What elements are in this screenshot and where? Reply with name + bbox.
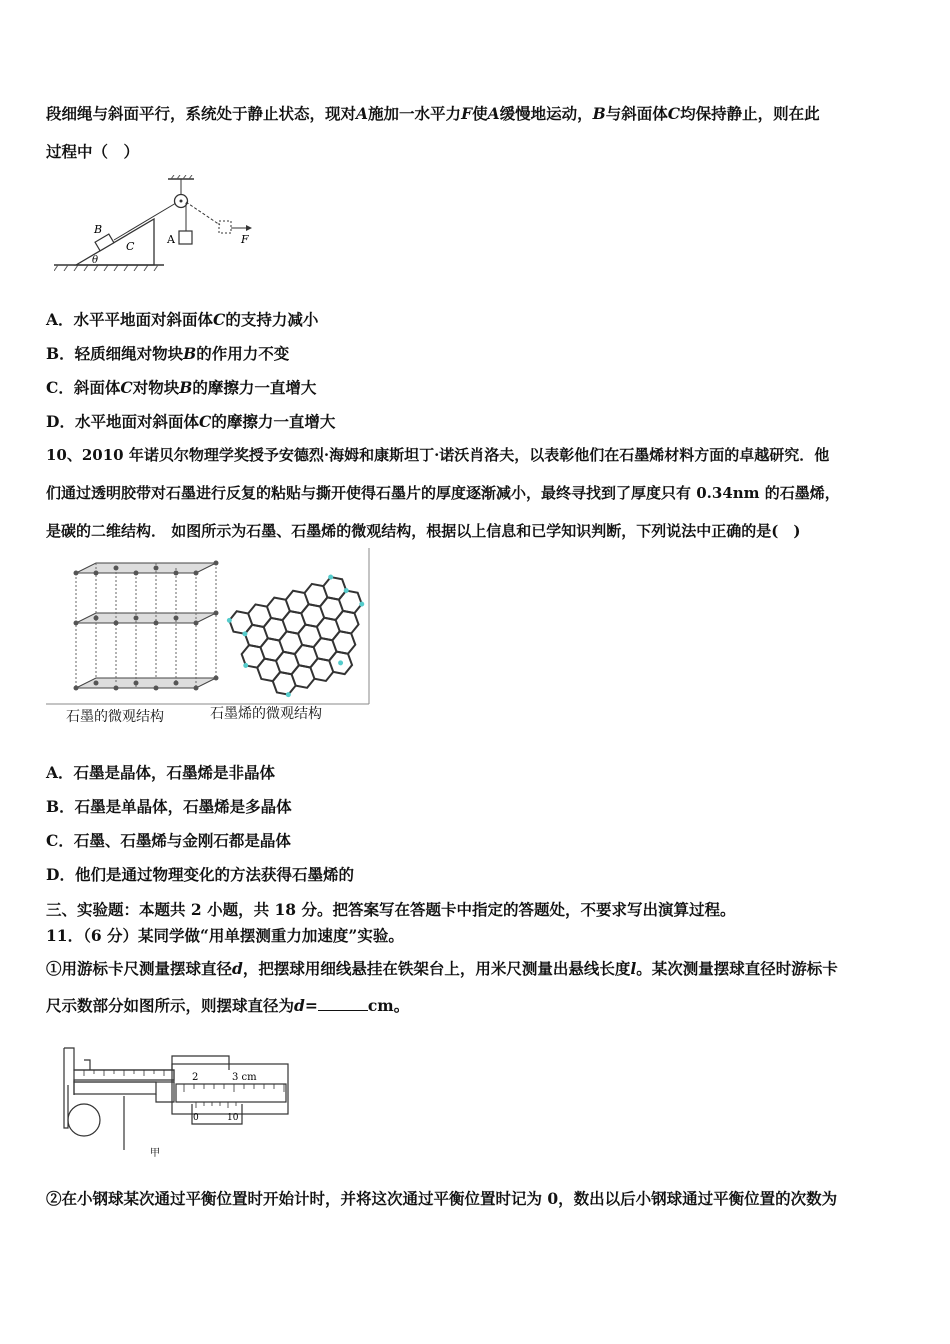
q9-text-seg: 与斜面体 bbox=[605, 104, 668, 123]
option-key: B． bbox=[46, 344, 75, 363]
var-A: A bbox=[356, 104, 369, 123]
option-key: C． bbox=[46, 378, 74, 397]
caliper-label-2: 2 bbox=[192, 1072, 199, 1083]
option-text: 斜面体 bbox=[73, 378, 121, 397]
q9-text-seg: 使 bbox=[472, 104, 488, 123]
q9-option-b[interactable] bbox=[46, 342, 289, 364]
var-C: C bbox=[667, 104, 681, 123]
q9-text-seg: 缓慢地运动， bbox=[499, 104, 593, 123]
section3-title: 三、实验题：本题共 2 小题，共 18 分。把答案写在答题卡中指定的答题处，不要求写出演算过程。 bbox=[46, 900, 736, 919]
q11-p1-line2 bbox=[46, 994, 409, 1016]
q9-incline-figure bbox=[54, 175, 254, 271]
q9-text-seg: 均保持静止，则在此 bbox=[680, 104, 820, 123]
var-B: B bbox=[183, 344, 197, 363]
label-A: A bbox=[167, 233, 175, 246]
q9-text-line2: 过程中（ ） bbox=[46, 142, 140, 161]
option-text: 的摩擦力一直增大 bbox=[211, 412, 336, 431]
option-text: 水平平地面对斜面体 bbox=[73, 310, 214, 329]
caliper-label-10: 10 bbox=[227, 1113, 239, 1123]
q10-option-d[interactable]: D．他们是通过物理变化的方法获得石墨烯的 bbox=[46, 865, 354, 884]
q11-text-seg: 尺示数部分如图所示，则摆球直径为 bbox=[46, 996, 295, 1015]
q11-header: 11．（6 分）某同学做“用单摆测重力加速度”实验。 bbox=[46, 926, 404, 945]
q11-text-seg: ①用游标卡尺测量摆球直径 bbox=[46, 959, 233, 978]
option-text: 水平地面对斜面体 bbox=[74, 412, 199, 431]
q9-text-seg: 施加一水平力 bbox=[368, 104, 462, 123]
q11-text-seg: 。某次测量摆球直径时游标卡 bbox=[636, 959, 838, 978]
q10-option-a[interactable]: A．石墨是晶体，石墨烯是非晶体 bbox=[46, 763, 276, 782]
q11-text-seg: = bbox=[304, 996, 318, 1015]
var-d: d bbox=[294, 996, 305, 1015]
q9-option-a[interactable] bbox=[46, 308, 318, 330]
q9-text-seg: 段细绳与斜面平行，系统处于静止状态，现对 bbox=[46, 104, 357, 123]
var-F: F bbox=[461, 104, 473, 123]
q11-text-seg: ，把摆球用细线悬挂在铁架台上，用米尺测量出悬线长度 bbox=[242, 959, 631, 978]
option-text: 轻质细绳对物块 bbox=[74, 344, 184, 363]
label-C: C bbox=[126, 240, 135, 253]
figure-tag-jia: 甲 bbox=[150, 1148, 160, 1158]
var-B: B bbox=[179, 378, 193, 397]
option-text: 的支持力减小 bbox=[225, 310, 319, 329]
q11-p1-line1 bbox=[46, 957, 838, 979]
var-C: C bbox=[213, 310, 226, 329]
var-l: l bbox=[630, 959, 637, 978]
option-text: 的摩擦力一直增大 bbox=[192, 378, 317, 397]
var-A: A bbox=[487, 104, 500, 123]
q9-option-c[interactable] bbox=[46, 376, 316, 398]
label-B: B bbox=[94, 223, 103, 236]
caption-graphite: 石墨的微观结构 bbox=[66, 709, 164, 725]
label-theta: θ bbox=[92, 255, 99, 266]
var-B: B bbox=[592, 104, 606, 123]
var-d: d bbox=[232, 959, 243, 978]
q10-line3: 是碳的二维结构． 如图所示为石墨、石墨烯的微观结构，根据以上信息和已学知识判断，下列说法中正确的是( ) bbox=[46, 522, 801, 540]
caliper-label-0: 0 bbox=[193, 1113, 199, 1123]
q10-line2: 们通过透明胶带对石墨进行反复的粘贴与撕开使得石墨片的厚度逐渐减小，最终寻找到了厚度只有 0.34nm 的石墨烯， bbox=[46, 484, 840, 502]
q9-option-d[interactable] bbox=[46, 410, 335, 432]
option-key: D． bbox=[46, 412, 75, 431]
label-F: F bbox=[241, 233, 249, 246]
q10-option-b[interactable]: B．石墨是单晶体，石墨烯是多晶体 bbox=[46, 797, 292, 816]
caption-graphene: 石墨烯的微观结构 bbox=[210, 706, 322, 722]
var-C: C bbox=[120, 378, 133, 397]
q11-text-seg: cm。 bbox=[367, 996, 410, 1015]
var-C: C bbox=[198, 412, 212, 431]
caliper-label-3cm: 3 cm bbox=[232, 1072, 257, 1083]
option-key: A． bbox=[46, 310, 74, 329]
option-text: 对物块 bbox=[132, 378, 180, 397]
q11-p2-line1: ②在小钢球某次通过平衡位置时开始计时，并将这次通过平衡位置时记为 0，数出以后小钢球通过平衡位置的次数为 bbox=[46, 1189, 838, 1208]
q9-text-line1 bbox=[46, 102, 820, 124]
q11-caliper-figure bbox=[54, 1040, 294, 1158]
q10-structure-figure bbox=[46, 548, 371, 706]
answer-blank[interactable] bbox=[318, 998, 368, 1011]
q10-option-c[interactable]: C．石墨、石墨烯与金刚石都是晶体 bbox=[46, 831, 291, 850]
q10-line1: 10、2010 年诺贝尔物理学奖授予安德烈·海姆和康斯坦丁·诺沃肖洛夫，以表彰他们在石墨烯材料方面的卓越研究．他 bbox=[46, 446, 830, 464]
option-text: 的作用力不变 bbox=[196, 344, 290, 363]
